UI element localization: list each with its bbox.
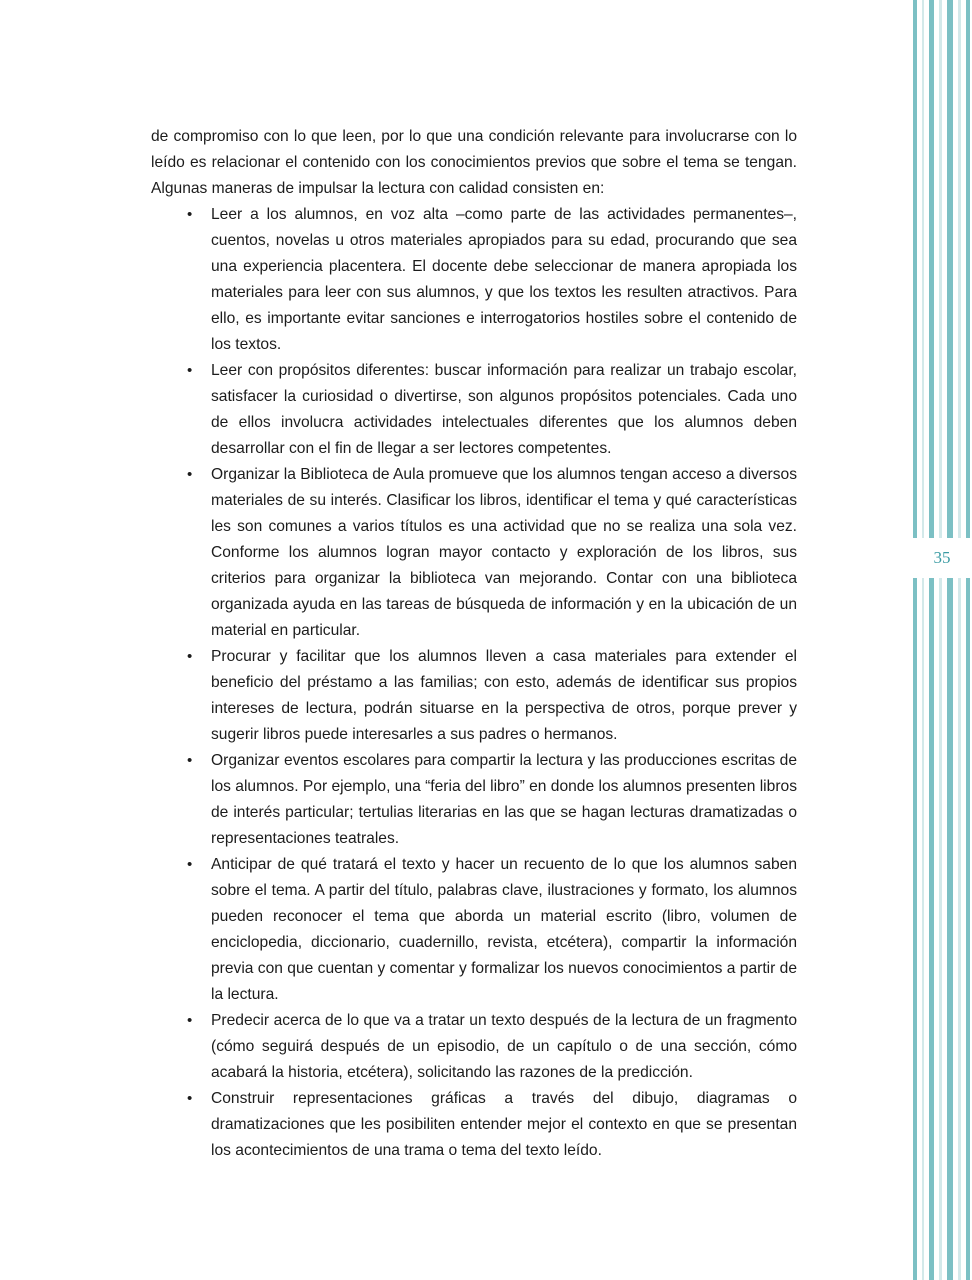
page-number: 35: [912, 538, 972, 578]
stripe: [929, 0, 934, 1280]
list-item: [151, 748, 797, 852]
decorative-margin-stripes: [912, 0, 972, 1280]
list-item-text: Leer a los alumnos, en voz alta –como parte de las actividades permanentes–, cuentos, novelas u otros materiales apropiados para su edad, procurando que sea una experiencia placentera. El docente debe seleccionar de manera apropiada los materiales para leer con sus alumnos, y que los textos les resulten atractivos. Para ello, es importante evitar sanciones e interrogatorios hostiles sobre el contenido de los textos.: [211, 206, 797, 353]
stripe: [958, 0, 961, 1280]
list-item-text: Organizar eventos escolares para compartir la lectura y las producciones escritas de los alumnos. Por ejemplo, una “feria del libro” en donde los alumnos presenten libros de interés particular; tertulias literarias en las que se hagan lecturas dramatizadas o representaciones teatrales.: [211, 752, 797, 847]
list-item: [151, 462, 797, 644]
stripe: [947, 0, 953, 1280]
intro-paragraph: de compromiso con lo que leen, por lo que una condición relevante para involucrarse con lo leído es relacionar el contenido con los conocimientos previos que sobre el tema se tengan. Algunas maneras de impulsar la lectura con calidad consisten en:: [151, 128, 797, 197]
bullet-dot: •: [187, 648, 193, 665]
list-item: [151, 852, 797, 1008]
bullet-dot: •: [187, 752, 193, 769]
list-item: [151, 358, 797, 462]
bullet-list: [151, 202, 797, 1164]
list-item-text: Leer con propósitos diferentes: buscar información para realizar un trabajo escolar, satisfacer la curiosidad o divertirse, son algunos propósitos potenciales. Cada uno de ellos involucra actividades intelectuales diferentes que los alumnos deben desarrollar con el fin de llegar a ser lectores competentes.: [211, 362, 797, 457]
list-item: [151, 644, 797, 748]
list-item-text: Construir representaciones gráficas a través del dibujo, diagramas o dramatizaciones que les posibiliten entender mejor el contexto en que se presentan los acontecimientos de una trama o tema del texto leído.: [211, 1090, 797, 1159]
page-body: [151, 124, 797, 1164]
stripe: [966, 0, 970, 1280]
list-item: [151, 1008, 797, 1086]
bullet-dot: •: [187, 1012, 193, 1029]
bullet-dot: •: [187, 466, 193, 483]
bullet-dot: •: [187, 362, 193, 379]
list-item: [151, 202, 797, 358]
list-item-text: Procurar y facilitar que los alumnos lleven a casa materiales para extender el beneficio del préstamo a las familias; con esto, además de identificar sus propios intereses de lectura, podrán situarse en la perspectiva de otros, porque prever y sugerir libros puede interesarles a sus padres o hermanos.: [211, 648, 797, 743]
bullet-dot: •: [187, 856, 193, 873]
list-item-text: Predecir acerca de lo que va a tratar un texto después de la lectura de un fragmento (cómo seguirá después de un episodio, de un capítulo o de una sección, cómo acabará la historia, etcétera), solicitando las razones de la predicción.: [211, 1012, 797, 1081]
stripe: [913, 0, 917, 1280]
stripe: [939, 0, 942, 1280]
list-item-text: Anticipar de qué tratará el texto y hacer un recuento de lo que los alumnos saben sobre el tema. A partir del título, palabras clave, ilustraciones y formato, los alumnos pueden reconocer el tema que aborda un material escrito (libro, volumen de enciclopedia, diccionario, cuadernillo, revista, etcétera), compartir la información previa con que cuentan y comentar y formalizar los nuevos conocimientos a partir de la lectura.: [211, 856, 797, 1003]
list-item: [151, 1086, 797, 1164]
bullet-dot: •: [187, 1090, 193, 1107]
list-item-text: Organizar la Biblioteca de Aula promueve que los alumnos tengan acceso a diversos materiales de su interés. Clasificar los libros, identificar el tema y qué características les son comunes a varios títulos es una actividad que no se realiza una sola vez. Conforme los alumnos logran mayor contacto y exploración de los libros, sus criterios para organizar la biblioteca van mejorando. Contar con una biblioteca organizada ayuda en las tareas de búsqueda de información y en la ubicación de un material en particular.: [211, 466, 797, 639]
stripe: [922, 0, 924, 1280]
bullet-dot: •: [187, 206, 193, 223]
